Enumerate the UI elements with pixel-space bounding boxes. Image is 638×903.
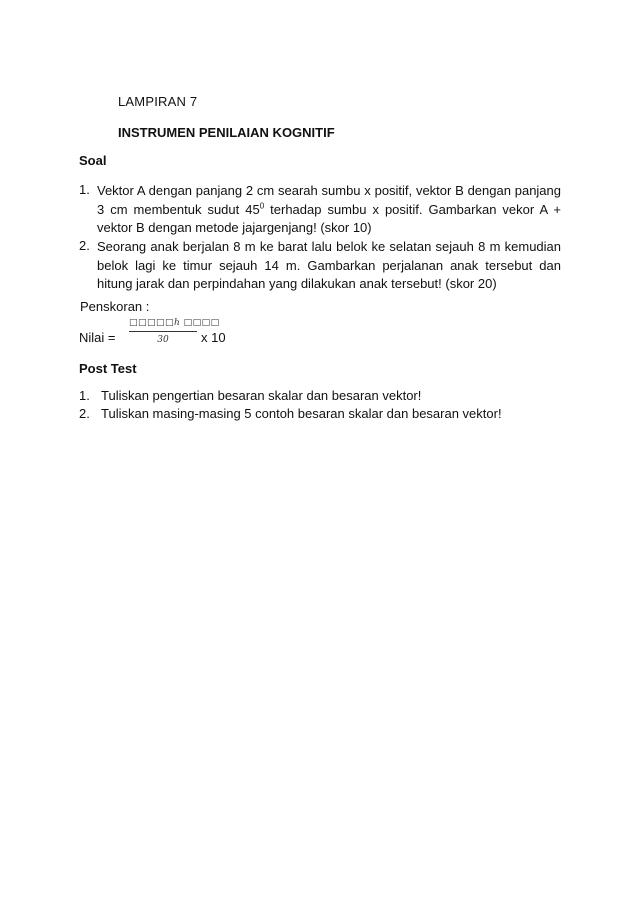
degree-superscript: 0 [259, 201, 265, 211]
post-test-item-number: 2. [79, 406, 90, 421]
post-test-heading: Post Test [79, 361, 137, 376]
document-title: INSTRUMEN PENILAIAN KOGNITIF [118, 125, 335, 140]
post-test-item-2-text: Tuliskan masing-masing 5 contoh besaran skalar dan besaran vektor! [101, 406, 502, 421]
soal-item-number: 2. [79, 238, 90, 253]
soal-item-1-text [97, 182, 561, 238]
nilai-label: Nilai = [79, 330, 116, 345]
soal-heading: Soal [79, 153, 107, 168]
penskoran-label: Penskoran : [80, 299, 150, 314]
soal-item-number: 1. [79, 182, 90, 197]
multiplier-text: x 10 [201, 330, 226, 345]
post-test-item-1-text: Tuliskan pengertian besaran skalar dan besaran vektor! [101, 388, 422, 403]
post-test-item-number: 1. [79, 388, 90, 403]
fraction-bar [129, 331, 197, 332]
lampiran-label: LAMPIRAN 7 [118, 94, 198, 109]
fraction-numerator: □□□□□ℎ □□□□ [129, 318, 220, 328]
soal-item-1-text-b: terhadap sumbu x positif. Gambarkan vekor A + vektor B dengan metode jajargenjang! (skor 10) [97, 201, 561, 236]
soal-item-2-text: Seorang anak berjalan 8 m ke barat lalu belok ke selatan sejauh 8 m kemudian belok lagi ke timur sejauh 14 m. Gambarkan perjalanan anak tersebut dan hitung jarak dan perpindahan yang dilakukan anak tersebut! (skor 20) [97, 239, 561, 292]
fraction-denominator: 30 [157, 335, 169, 345]
soal-item-1-text-a: Vektor A dengan panjang 2 cm searah sumbu x positif, vektor B dengan panjang 3 cm membentuk sudut 45 [97, 183, 561, 217]
